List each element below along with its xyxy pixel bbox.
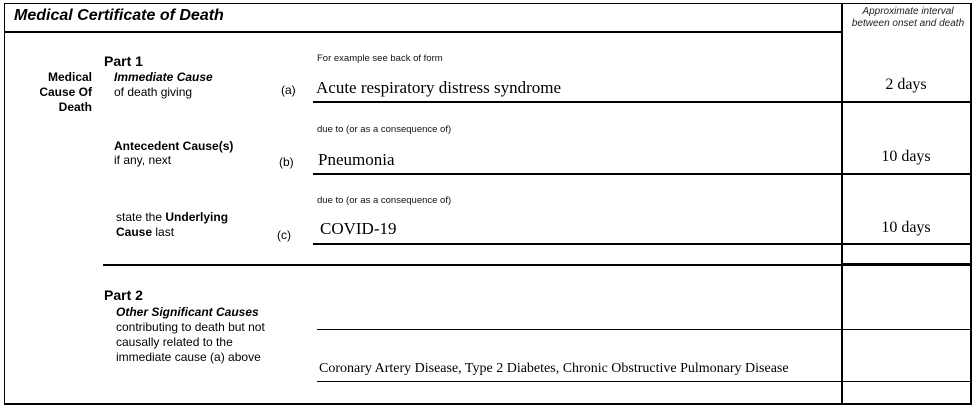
medical-cause-of-death-label: Medical Cause Of Death	[39, 70, 92, 114]
part2-desc-line1: contributing to death but not	[116, 320, 265, 334]
due-to-note-b: due to (or as a consequence of)	[317, 124, 452, 135]
part2-line-2	[317, 381, 971, 382]
row-c-letter: (c)	[277, 228, 291, 242]
immediate-cause-value[interactable]: Acute respiratory distress syndrome	[316, 78, 562, 97]
row-b-line	[313, 173, 971, 175]
underlying-post: last	[152, 225, 175, 239]
immediate-cause-interval[interactable]: 2 days	[885, 76, 927, 93]
right-border	[970, 3, 972, 405]
title-divider	[4, 31, 842, 33]
interval-column-divider	[841, 3, 843, 405]
bottom-border	[4, 403, 972, 405]
row-a-letter: (a)	[281, 83, 296, 97]
underlying-cause-interval[interactable]: 10 days	[881, 219, 931, 236]
example-note: For example see back of form	[317, 53, 443, 64]
immediate-cause-sublabel: of death giving	[114, 85, 193, 99]
row-c-line	[313, 243, 971, 245]
immediate-cause-label: Immediate Cause	[114, 70, 213, 84]
underlying-cause-value[interactable]: COVID-19	[320, 219, 397, 238]
underlying-pre: state the	[116, 210, 166, 224]
underlying-cause-label-line1	[116, 210, 228, 225]
underlying-bold: Underlying	[165, 210, 229, 224]
part2-heading: Part 2	[104, 287, 143, 303]
form-title: Medical Certificate of Death	[14, 7, 224, 24]
part2-desc-line3: immediate cause (a) above	[116, 350, 261, 364]
left-border	[4, 3, 5, 403]
part-divider	[103, 264, 971, 266]
underlying-cause-label-line2	[116, 225, 174, 240]
part1-heading: Part 1	[104, 53, 143, 69]
top-border	[4, 3, 972, 4]
interval-column-header: Approximate interval between onset and death	[851, 6, 965, 29]
row-b-letter: (b)	[279, 155, 294, 169]
other-significant-causes-label: Other Significant Causes	[116, 305, 259, 319]
row-a-line	[313, 101, 971, 103]
cause-bold: Cause	[116, 225, 153, 239]
antecedent-cause-value[interactable]: Pneumonia	[318, 150, 395, 169]
other-significant-causes-value[interactable]: Coronary Artery Disease, Type 2 Diabetes, Chronic Obstructive Pulmonary Disease	[319, 361, 789, 376]
part2-desc-line2: causally related to the	[116, 335, 233, 349]
antecedent-cause-interval[interactable]: 10 days	[881, 148, 931, 165]
part2-line-1	[317, 329, 971, 330]
antecedent-cause-sublabel: if any, next	[114, 153, 172, 167]
antecedent-cause-label: Antecedent Cause(s)	[114, 139, 234, 153]
due-to-note-c: due to (or as a consequence of)	[317, 195, 452, 206]
